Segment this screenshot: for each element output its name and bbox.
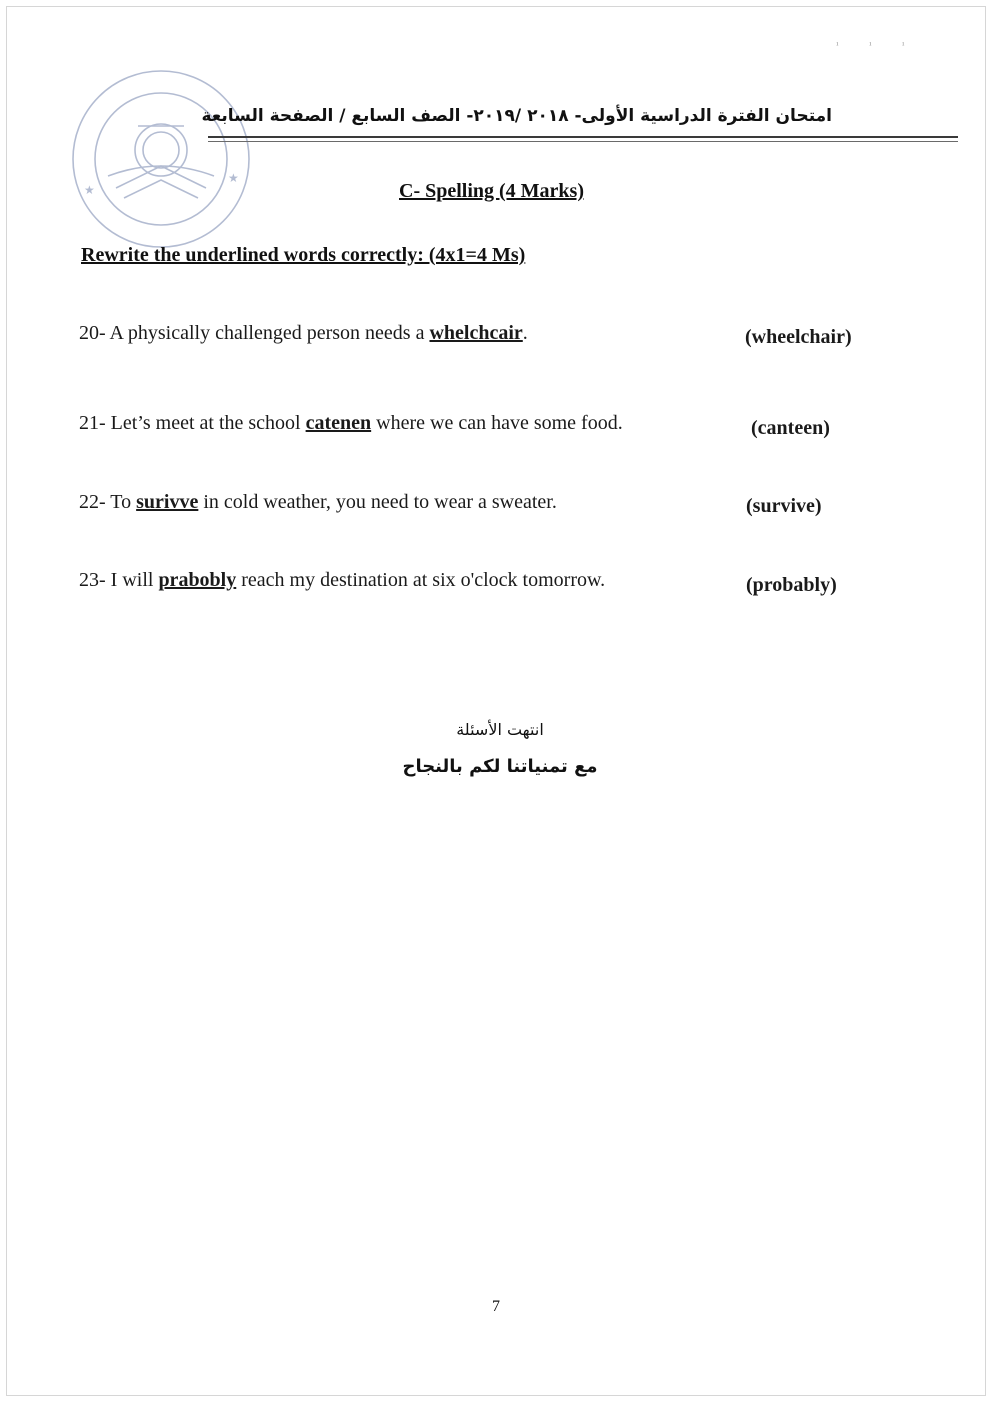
question-text-end: . — [522, 322, 528, 344]
misspelled-word: prabobly — [158, 569, 237, 591]
misspelled-word: surivve — [136, 491, 199, 513]
question-22 — [79, 491, 557, 514]
section-title: C- Spelling (4 Marks) — [399, 180, 584, 202]
question-text: 23- I will — [79, 569, 159, 591]
answer-21: (canteen) — [751, 417, 830, 439]
question-text-end: reach my destination at six o'clock tomorrow. — [236, 569, 606, 591]
answer-22: (survive) — [746, 495, 822, 517]
end-of-questions: انتهت الأسئلة — [456, 720, 544, 739]
answer-20: (wheelchair) — [745, 326, 852, 348]
exam-header-title: امتحان الفترة الدراسية الأولى- ٢٠١٨ /٢٠١٩- الصف السابع / الصفحة السابعة — [201, 106, 832, 126]
question-20 — [79, 322, 528, 345]
misspelled-word: catenen — [305, 412, 372, 434]
page-number: 7 — [492, 1298, 500, 1315]
question-text: 21- Let’s meet at the school — [79, 412, 306, 434]
header-divider — [208, 136, 958, 138]
question-text: 22- To — [79, 491, 137, 513]
question-text-end: where we can have some food. — [371, 412, 623, 434]
question-text-end: in cold weather, you need to wear a sweater. — [198, 491, 557, 513]
good-luck-message: مع تمنياتنا لكم بالنجاح — [402, 756, 598, 777]
svg-text:★: ★ — [84, 183, 95, 197]
question-23 — [79, 569, 605, 592]
scan-marks: ¹ ¹ ¹ — [836, 40, 919, 50]
misspelled-word: whelchcair — [429, 322, 523, 344]
instruction-text: Rewrite the underlined words correctly: (4x1=4 Ms) — [81, 244, 526, 266]
answer-23: (probably) — [746, 574, 837, 596]
official-stamp-icon — [68, 66, 254, 252]
svg-text:★: ★ — [228, 171, 239, 185]
question-21 — [79, 412, 623, 435]
header-divider-thin — [208, 141, 958, 142]
question-text: 20- A physically challenged person needs a — [79, 322, 430, 344]
